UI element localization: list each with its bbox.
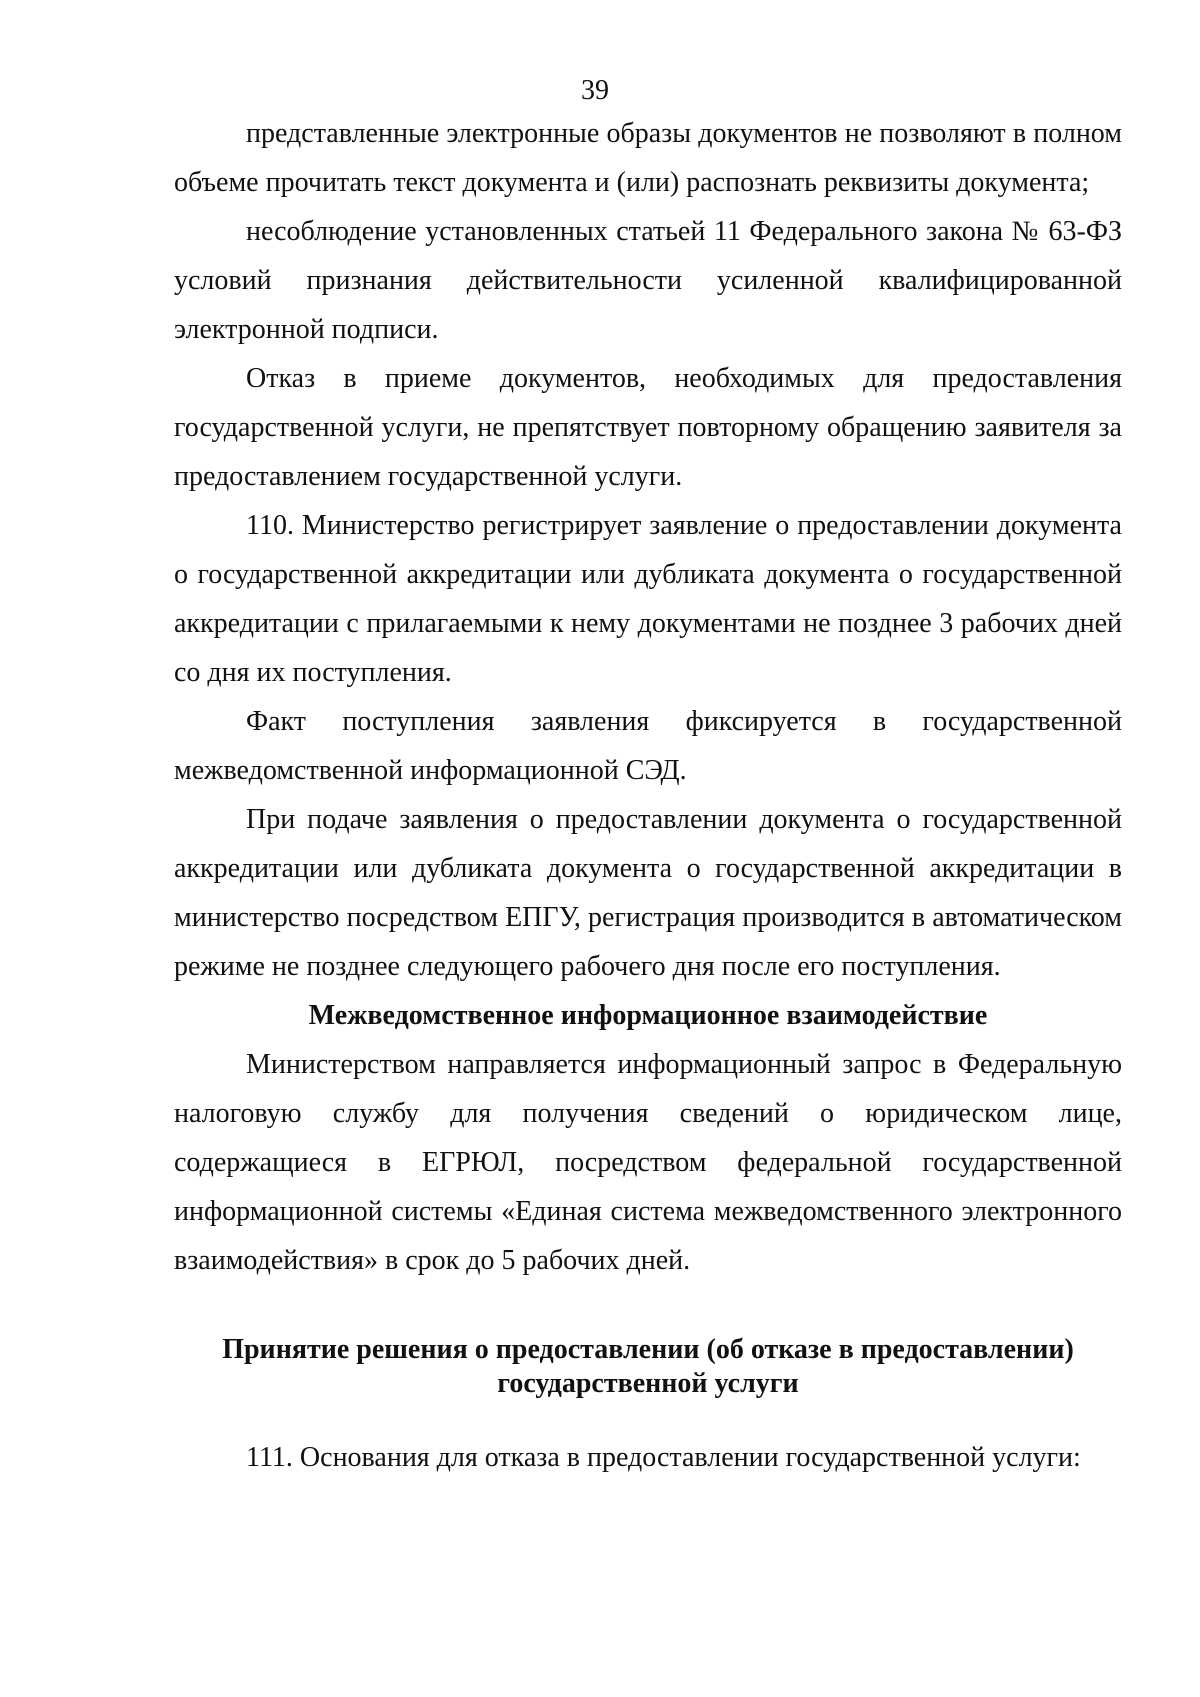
paragraph-tax-request: Министерством направляется информационный запрос в Федеральную налоговую службу для получения сведений о юридическом лице, содержащиеся в ЕГРЮЛ, посредством федеральной государственной информационной системы «Единая система межведомственного электронного взаимодействия» в срок до 5 рабочих дней.: [174, 1049, 1122, 1276]
paragraph-receipt-fixed: Факт поступления заявления фиксируется в государственной межведомственной информационной СЭД.: [174, 706, 1122, 786]
paragraph-111-refusal-grounds: 111. Основания для отказа в предоставлении государственной услуги:: [246, 1442, 1081, 1473]
section-heading-interagency: Межведомственное информационное взаимодействие: [308, 1000, 988, 1031]
paragraph-signature-conditions: несоблюдение установленных статьей 11 Федерального закона № 63-ФЗ условий признания действительности усиленной квалифицированной электронной подписи.: [174, 216, 1122, 345]
page-number: 39: [581, 75, 609, 106]
section-heading-decision-line-2: государственной услуги: [497, 1368, 799, 1399]
document-body: [174, 109, 1122, 1482]
paragraph-refusal-repeat: Отказ в приеме документов, необходимых для предоставления государственной услуги, не препятствует повторному обращению заявителя за предоставлением государственной услуги.: [174, 363, 1122, 492]
paragraph-image-defects: представленные электронные образы документов не позволяют в полном объеме прочитать текст документа и (или) распознать реквизиты документа;: [174, 118, 1122, 198]
paragraph-epgu-registration: При подаче заявления о предоставлении документа о государственной аккредитации или дубликата документа о государственной аккредитации в министерство посредством ЕПГУ, регистрация производится в автоматическом режиме не позднее следующего рабочего дня после его поступления.: [174, 804, 1122, 982]
section-heading-decision-line-1: Принятие решения о предоставлении (об отказе в предоставлении): [222, 1334, 1074, 1365]
section-heading-decision: [174, 1333, 1122, 1401]
paragraph-110-registration: 110. Министерство регистрирует заявление о предоставлении документа о государственной аккредитации или дубликата документа о государственной аккредитации с прилагаемыми к нему документами не позднее 3 рабочих дней со дня их поступления.: [174, 510, 1122, 688]
